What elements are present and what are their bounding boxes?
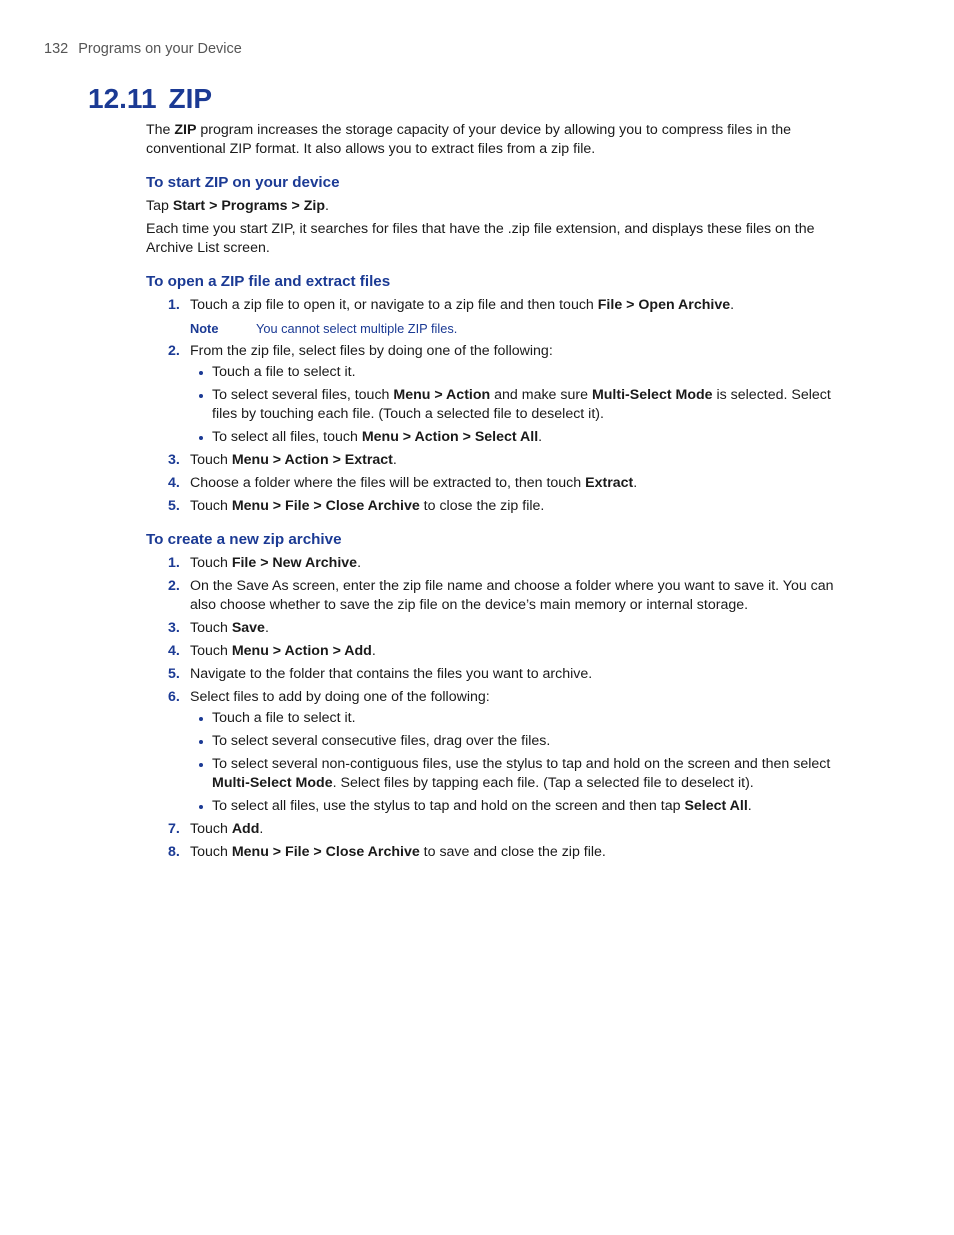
bullet-item: Touch a file to select it.	[190, 363, 846, 382]
bullet-item: To select all files, touch Menu > Action > Select All.	[190, 428, 846, 447]
list-item: 5. Touch Menu > File > Close Archive to close the zip file.	[168, 498, 545, 514]
list-item: 6. Select files to add by doing one of the following: Touch a file to select it. To select several consecutive files, drag over the files. To select several non-contiguous files, use the stylus to tap and hold on the screen and then select Multi-Select Mode. Select files by tapping each file. (Tap a selected file to deselect it). To select all files, use the stylus to tap and hold on the screen and then tap Select All.	[146, 688, 846, 816]
bullet-list	[190, 709, 846, 816]
page-number: 132	[44, 41, 69, 57]
running-header-title: Programs on your Device	[78, 41, 242, 57]
bullet-item: To select several consecutive files, drag over the files.	[190, 732, 846, 751]
start-description: Each time you start ZIP, it searches for files that have the .zip file extension, and displays these files on the Archive List screen.	[146, 221, 815, 256]
note-text: You cannot select multiple ZIP files.	[256, 321, 458, 336]
bullet-dot-icon	[199, 763, 203, 767]
bullet-dot-icon	[199, 371, 203, 375]
list-item: 2. On the Save As screen, enter the zip file name and choose a folder where you want to save it. You can also choose whether to save the zip file on the device’s main memory or internal storage.	[168, 578, 834, 613]
list-item: 3. Touch Save.	[168, 620, 269, 636]
page-header	[44, 40, 242, 59]
section-number: 12.11	[88, 83, 157, 114]
open-steps-list	[146, 296, 846, 516]
list-item: 4. Choose a folder where the files will be extracted to, then touch Extract.	[168, 475, 638, 491]
bullet-item: To select several non-contiguous files, use the stylus to tap and hold on the screen and then select Multi-Select Mode. Select files by tapping each file. (Tap a selected file to deselect it).	[190, 755, 846, 793]
bullet-dot-icon	[199, 717, 203, 721]
bullet-dot-icon	[199, 436, 203, 440]
list-item: 7. Touch Add.	[168, 821, 264, 837]
list-item: 8. Touch Menu > File > Close Archive to save and close the zip file.	[168, 844, 606, 860]
bullet-list	[190, 363, 846, 447]
heading-open-extract: To open a ZIP file and extract files	[146, 273, 391, 290]
main-content	[146, 121, 846, 866]
bullet-item: Touch a file to select it.	[190, 709, 846, 728]
list-item: 4. Touch Menu > Action > Add.	[168, 643, 376, 659]
list-item: 3. Touch Menu > Action > Extract.	[168, 452, 397, 468]
list-item: 5. Navigate to the folder that contains the files you want to archive.	[168, 666, 593, 682]
list-item: 1. Touch a zip file to open it, or navigate to a zip file and then touch File > Open Archive.	[168, 297, 735, 313]
bullet-dot-icon	[199, 394, 203, 398]
section-title	[88, 82, 212, 116]
note-label: Note	[190, 321, 219, 336]
intro-paragraph: The ZIP program increases the storage capacity of your device by allowing you to compress files in the conventional ZIP format. It also allows you to extract files from a zip file.	[146, 122, 792, 157]
list-item: 1. Touch File > New Archive.	[168, 555, 362, 571]
start-instruction: Tap Start > Programs > Zip.	[146, 198, 329, 214]
bullet-item: To select all files, use the stylus to tap and hold on the screen and then tap Select All.	[190, 797, 846, 816]
bullet-dot-icon	[199, 740, 203, 744]
bullet-dot-icon	[199, 805, 203, 809]
section-title-text: ZIP	[168, 83, 213, 114]
create-steps-list	[146, 554, 846, 862]
heading-create-archive: To create a new zip archive	[146, 531, 342, 548]
bullet-item: To select several files, touch Menu > Action and make sure Multi-Select Mode is selected. Select files by touching each file. (Touch a selected file to deselect it).	[190, 386, 846, 424]
heading-start-zip: To start ZIP on your device	[146, 174, 340, 191]
list-item: 2. From the zip file, select files by doing one of the following: Touch a file to select it. To select several files, touch Menu > Action and make sure Multi-Select Mode is selected. Select files by touching each file. (Touch a selected file to deselect it). To select all files, touch Menu > Action > Select All.	[146, 342, 846, 447]
note	[146, 319, 846, 338]
